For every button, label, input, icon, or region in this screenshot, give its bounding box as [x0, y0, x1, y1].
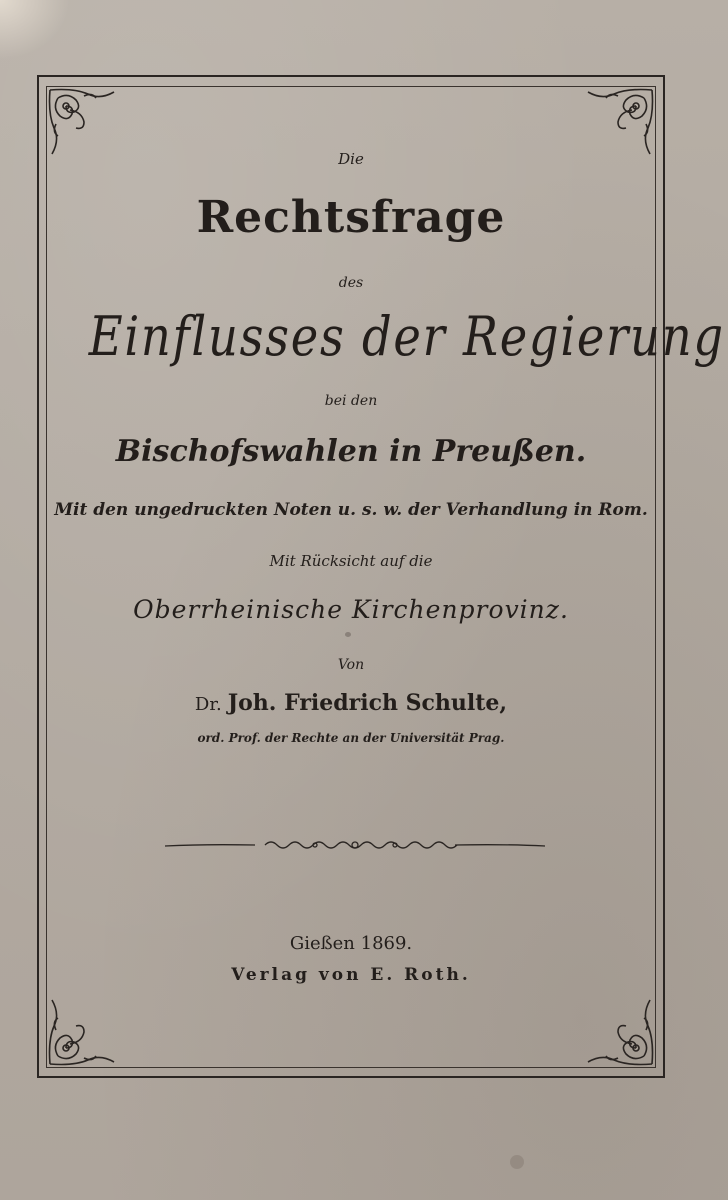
title-subject: Einflusses der Regierung: [88, 305, 725, 368]
title-article: Die: [338, 150, 364, 168]
regard-line: Mit Rücksicht auf die: [269, 552, 433, 570]
corner-ornament-icon: [578, 990, 658, 1070]
author-title: Dr.: [194, 694, 222, 715]
corner-ornament-icon: [44, 990, 124, 1070]
author-position: ord. Prof. der Rechte an der Universität Prag.: [197, 731, 505, 745]
province-line: Oberrheinische Kirchenprovinz.: [133, 595, 569, 624]
place-year: Gießen 1869.: [289, 933, 413, 954]
paper-stain: [510, 1155, 524, 1169]
title-object: Bischofswahlen in Preußen.: [115, 434, 587, 469]
title-genitive: des: [338, 275, 364, 291]
by-line: Von: [337, 657, 365, 673]
main-title: Rechtsfrage: [196, 192, 506, 243]
author-line: [46, 690, 656, 716]
paper-wear: [0, 0, 70, 60]
subtitle: Mit den ungedruckten Noten u. s. w. der Verhandlung in Rom.: [54, 500, 648, 520]
ink-speck: [345, 632, 351, 637]
author-name: Joh. Friedrich Schulte,: [227, 690, 508, 716]
divider-ornament-icon: [165, 837, 545, 853]
publisher: Verlag von E. Roth.: [231, 965, 471, 985]
title-preposition: bei den: [324, 393, 378, 409]
